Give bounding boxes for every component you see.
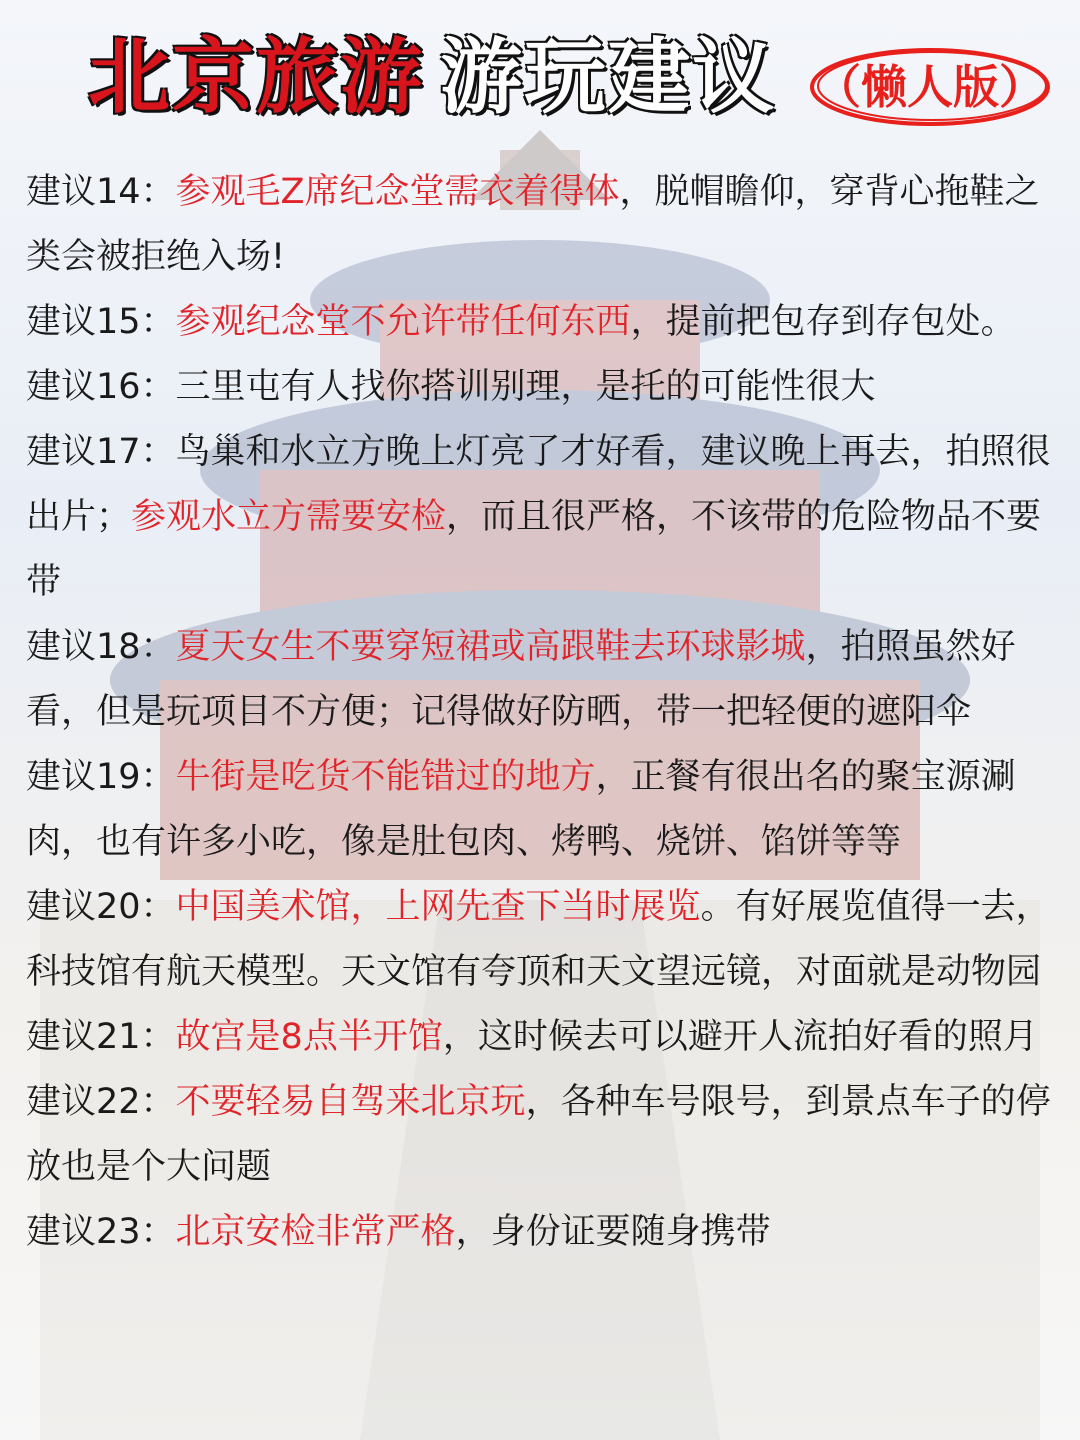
tip-text: 。有好展览值得一去，科技馆有航天模型。天文馆有夸顶和天文望远镜，对面就是动物园 — [26, 887, 1051, 992]
tip-item-20 — [26, 875, 1062, 1005]
tip-highlight: 不要轻易自驾来北京玩 — [175, 1082, 526, 1122]
tip-item-14 — [26, 160, 1062, 290]
tip-label: 建议15： — [26, 302, 176, 342]
tip-item-19 — [26, 745, 1062, 875]
tip-item-21 — [26, 1005, 1062, 1070]
tip-highlight: 参观水立方需要安检 — [131, 497, 447, 537]
tip-label: 建议17： — [26, 432, 176, 472]
tip-item-17 — [26, 420, 1062, 615]
tip-item-15 — [26, 290, 1062, 355]
tip-text: ，身份证要随身携带 — [455, 1212, 771, 1252]
tip-text: ，脱帽瞻仰，穿背心拖鞋之类会被拒绝入场! — [26, 172, 1040, 277]
title-bar — [0, 0, 1080, 150]
tip-highlight: 北京安检非常严格 — [175, 1212, 456, 1252]
tip-text: ，正餐有很出名的聚宝源涮肉，也有许多小吃，像是肚包肉、烤鸭、烧饼、馅饼等等 — [26, 757, 1016, 862]
tip-label: 建议19： — [26, 757, 176, 797]
tip-label: 建议22： — [26, 1082, 176, 1122]
tip-label: 建议20： — [26, 887, 176, 927]
tip-label: 建议18： — [26, 627, 176, 667]
tip-label: 建议16： — [26, 367, 176, 407]
lazy-edition-label: （懒人版） — [815, 60, 1045, 114]
tip-text: 鸟巢和水立方晚上灯亮了才好看，建议晚上再去，拍照很出片； — [26, 432, 1051, 537]
tip-label: 建议21： — [26, 1017, 176, 1057]
tip-highlight: 参观纪念堂不允许带任何东西 — [175, 302, 631, 342]
tip-highlight: 中国美术馆，上网先查下当时展览 — [175, 887, 701, 927]
page-subtitle: 游玩建议 — [440, 30, 777, 125]
tip-highlight: 故宫是8点半开馆 — [175, 1017, 443, 1057]
tip-label: 建议23： — [26, 1212, 176, 1252]
tip-text: ，这时候去可以避开人流拍好看的照月 — [442, 1017, 1038, 1057]
tip-item-18 — [26, 615, 1062, 745]
tip-text: ，各种车号限号，到景点车子的停放也是个大问题 — [26, 1082, 1051, 1187]
tip-highlight: 参观毛Z席纪念堂需衣着得体 — [175, 172, 620, 212]
tip-label: 建议14： — [26, 172, 176, 212]
page-title: 北京旅游 — [88, 30, 425, 125]
tips-list — [26, 160, 1062, 1265]
tip-item-22 — [26, 1070, 1062, 1200]
tip-text: 三里屯有人找你搭训别理，是托的可能性很大 — [175, 367, 876, 407]
tip-text: ，提前把包存到存包处。 — [630, 302, 1016, 342]
tip-text: ，拍照虽然好看，但是玩项目不方便；记得做好防晒，带一把轻便的遮阳伞 — [26, 627, 1016, 732]
lazy-edition-badge — [808, 46, 1052, 128]
tip-highlight: 牛街是吃货不能错过的地方 — [175, 757, 596, 797]
tip-highlight: 夏天女生不要穿短裙或高跟鞋去环球影城 — [175, 627, 806, 667]
tip-item-16 — [26, 355, 1062, 420]
tip-text-continued: ，而且很严格，不该带的危险物品不要带 — [26, 497, 1042, 602]
tip-item-23 — [26, 1200, 1062, 1265]
